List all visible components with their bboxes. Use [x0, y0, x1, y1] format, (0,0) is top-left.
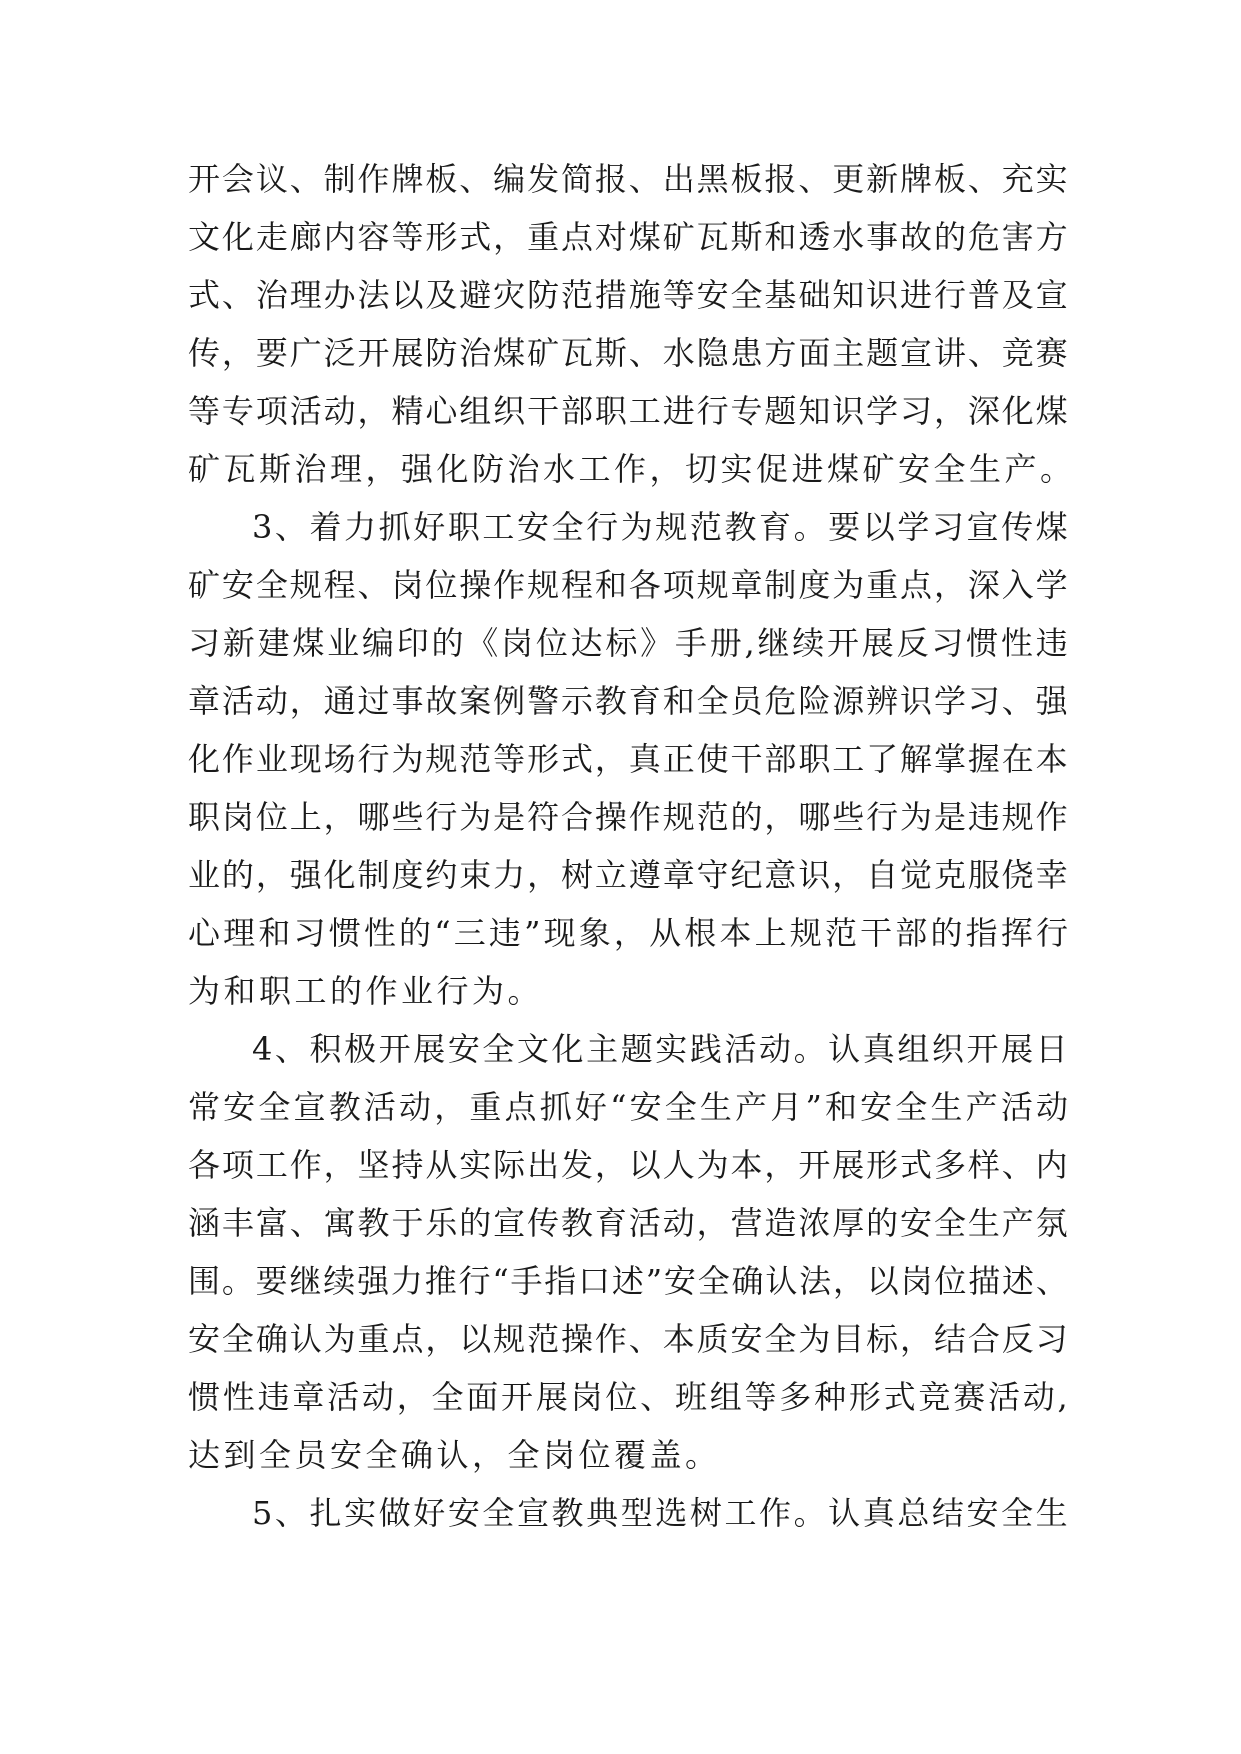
text-line: 惯 性 违 章 活 动 ， 全 面 开 展 岗 位 、 班 组 等 多 种 形 式 竞 赛 活 动 , — [188, 1378, 1068, 1416]
text-line: 等 专 项 活 动 ， 精 心 组 织 干 部 职 工 进 行 专 题 知 识 学 习 ， 深 化 煤 — [188, 392, 1068, 430]
text-line: 化 作 业 现 场 行 为 规 范 等 形 式 ， 真 正 使 干 部 职 工 了 解 掌 握 在 本 — [188, 740, 1068, 778]
text-line: 矿瓦斯治理，强化防治水工作，切实促进煤矿安全生产。 — [188, 450, 1076, 488]
text-line: 开 会 议 、 制 作 牌 板 、 编 发 简 报 、 出 黑 板 报 、 更 新 牌 板 、 充 实 — [188, 160, 1068, 198]
text-line: 矿 安 全 规 程 、 岗 位 操 作 规 程 和 各 项 规 章 制 度 为 重 点 ， 深 入 学 — [188, 566, 1068, 604]
text-line: 为和职工的作业行为。 — [188, 972, 544, 1010]
text-line: 章 活 动 ， 通 过 事 故 案 例 警 示 教 育 和 全 员 危 险 源 辨 识 学 习 、 强 — [188, 682, 1068, 720]
text-line: 围 。 要 继 续 强 力 推 行 “ 手 指 口 述 ” 安 全 确 认 法 ， 以 岗 位 描 述 、 — [188, 1262, 1068, 1300]
text-line: 涵 丰 富 、 寓 教 于 乐 的 宣 传 教 育 活 动 ， 营 造 浓 厚 的 安 全 生 产 氛 — [188, 1204, 1068, 1242]
text-line: 职 岗 位 上 ， 哪 些 行 为 是 符 合 操 作 规 范 的 ， 哪 些 行 为 是 违 规 作 — [188, 798, 1068, 836]
text-line: 5 、 扎 实 做 好 安 全 宣 教 典 型 选 树 工 作 。 认 真 总 结 安 全 生 — [252, 1494, 1068, 1532]
text-line: 文 化 走 廊 内 容 等 形 式 ， 重 点 对 煤 矿 瓦 斯 和 透 水 事 故 的 危 害 方 — [188, 218, 1068, 256]
text-line: 安 全 确 认 为 重 点 ， 以 规 范 操 作 、 本 质 安 全 为 目 标 ， 结 合 反 习 — [188, 1320, 1068, 1358]
text-line: 传 ， 要 广 泛 开 展 防 治 煤 矿 瓦 斯 、 水 隐 患 方 面 主 题 宣 讲 、 竞 赛 — [188, 334, 1068, 372]
text-line: 4 、 积 极 开 展 安 全 文 化 主 题 实 践 活 动 。 认 真 组 织 开 展 日 — [252, 1030, 1068, 1068]
text-line: 3 、 着 力 抓 好 职 工 安 全 行 为 规 范 教 育 。 要 以 学 习 宣 传 煤 — [252, 508, 1068, 546]
text-line: 式 、 治 理 办 法 以 及 避 灾 防 范 措 施 等 安 全 基 础 知 识 进 行 普 及 宣 — [188, 276, 1068, 314]
text-line: 常 安 全 宣 教 活 动 ， 重 点 抓 好 “ 安 全 生 产 月 ” 和 安 全 生 产 活 动 — [188, 1088, 1068, 1126]
text-line: 达到全员安全确认，全岗位覆盖。 — [188, 1436, 721, 1474]
text-line: 各 项 工 作 ， 坚 持 从 实 际 出 发 ， 以 人 为 本 ， 开 展 形 式 多 样 、 内 — [188, 1146, 1068, 1184]
body-text — [188, 150, 1076, 1542]
text-line: 心 理 和 习 惯 性 的 “ 三 违 ” 现 象 ， 从 根 本 上 规 范 干 部 的 指 挥 行 — [188, 914, 1068, 952]
text-line: 业 的 ， 强 化 制 度 约 束 力 ， 树 立 遵 章 守 纪 意 识 ， 自 觉 克 服 侥 幸 — [188, 856, 1068, 894]
text-line: 习 新 建 煤 业 编 印 的 《 岗 位 达 标 》 手 册 , 继 续 开 展 反 习 惯 性 违 — [188, 624, 1068, 662]
